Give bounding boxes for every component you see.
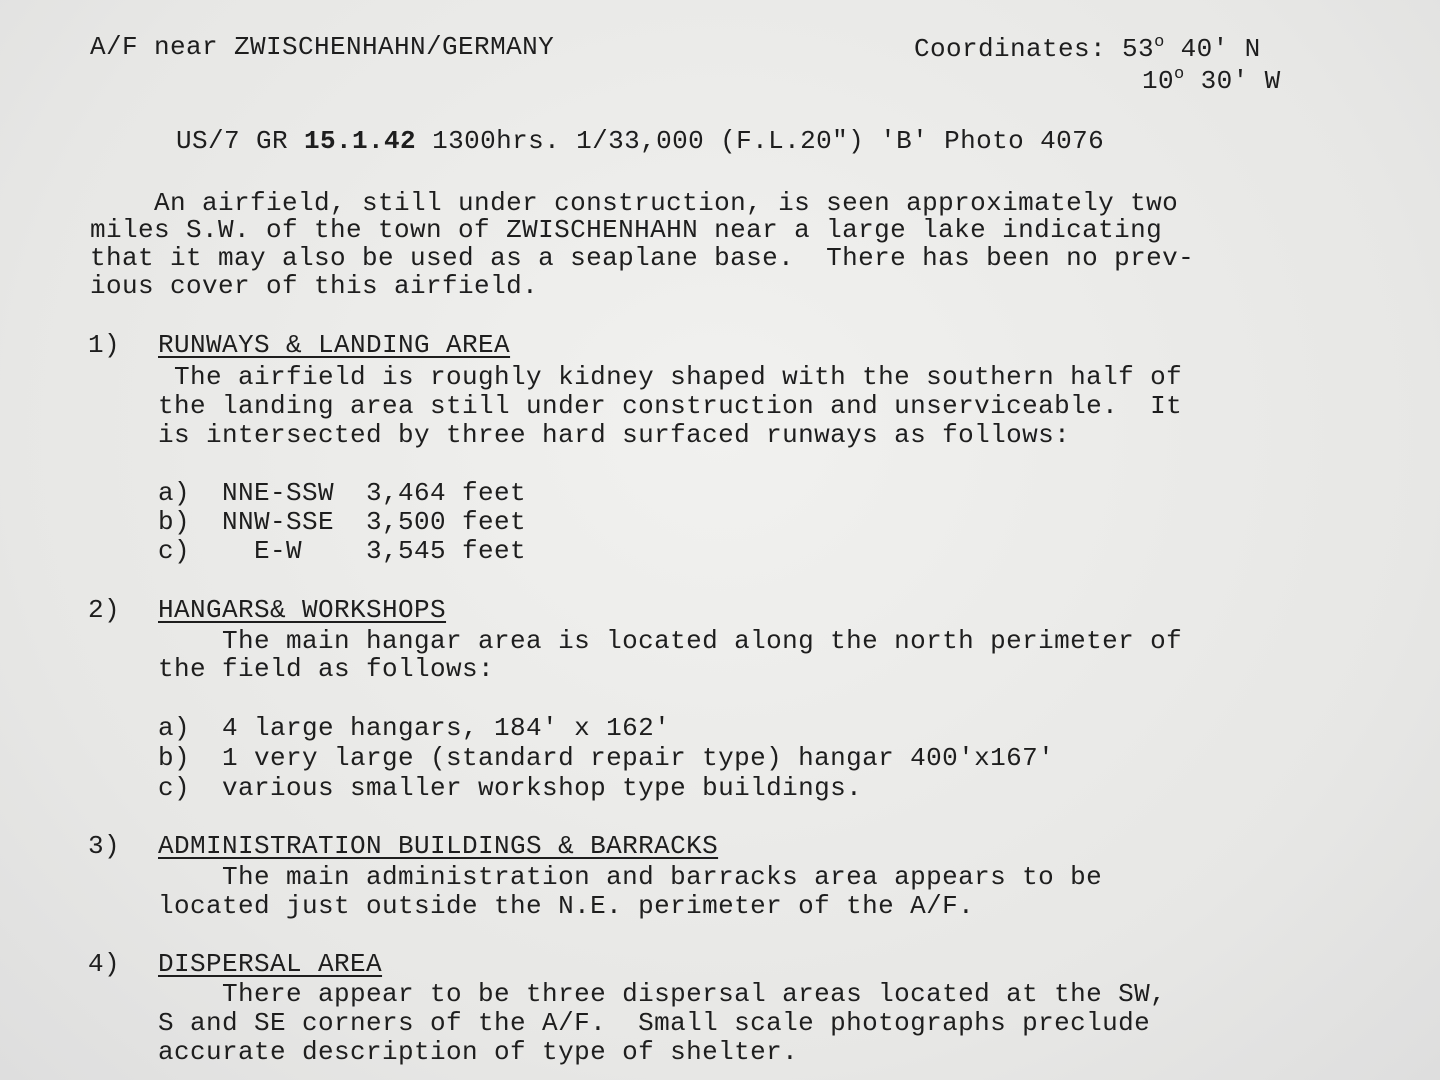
section-line: the field as follows: <box>158 654 495 684</box>
section-line: is intersected by three hard surfaced runways as follows: <box>158 420 1071 450</box>
section-heading-administration: ADMINISTRATION BUILDINGS & BARRACKS <box>158 831 719 861</box>
section-heading-runways: RUNWAYS & LANDING AREA <box>158 330 511 360</box>
document-title: A/F near ZWISCHENHAHN/GERMANY <box>90 32 555 62</box>
intro-line: miles S.W. of the town of ZWISCHENHAHN near a large lake indicating <box>90 215 1163 245</box>
section-line: There appear to be three dispersal areas located at the SW, <box>158 979 1167 1009</box>
section-line: The main hangar area is located along the north perimeter of <box>158 626 1183 656</box>
list-item-hangar: c) various smaller workshop type buildings. <box>158 773 863 803</box>
coordinates-longitude <box>1142 66 1281 96</box>
latitude-degrees: 53 <box>1122 34 1155 64</box>
list-item-runway: a) NNE-SSW 3,464 feet <box>158 478 527 508</box>
section-number: 4) <box>88 949 121 979</box>
coordinates-label: Coordinates: <box>914 34 1107 64</box>
list-item-hangar: a) 4 large hangars, 184' x 162' <box>158 713 671 743</box>
coordinates-latitude <box>914 34 1261 64</box>
photo-unit: US/7 GR <box>176 126 305 156</box>
section-line: The airfield is roughly kidney shaped with the southern half of <box>158 362 1183 392</box>
section-heading-hangars: HANGARS& WORKSHOPS <box>158 595 447 625</box>
section-number: 2) <box>88 595 121 625</box>
section-line: located just outside the N.E. perimeter of the A/F. <box>158 891 975 921</box>
section-number: 1) <box>88 330 121 360</box>
degree-mark: o <box>1154 33 1165 52</box>
degree-mark: o <box>1174 65 1185 84</box>
latitude-minutes: 40' N <box>1164 34 1261 64</box>
section-number: 3) <box>88 831 121 861</box>
photo-date: 15.1.42 <box>304 126 417 156</box>
longitude-minutes: 30' W <box>1184 66 1281 96</box>
list-item-runway: c) E-W 3,545 feet <box>158 536 527 566</box>
section-line: the landing area still under construction and unserviceable. It <box>158 391 1183 421</box>
section-heading-dispersal: DISPERSAL AREA <box>158 949 383 979</box>
photo-reference <box>176 126 1104 156</box>
section-line: The main administration and barracks area appears to be <box>158 862 1103 892</box>
intro-line: ious cover of this airfield. <box>90 271 539 301</box>
section-line: S and SE corners of the A/F. Small scale photographs preclude <box>158 1008 1151 1038</box>
longitude-degrees: 10 <box>1142 66 1175 96</box>
section-line: accurate description of type of shelter. <box>158 1037 799 1067</box>
photo-details: 1300hrs. 1/33,000 (F.L.20") 'B' Photo 4076 <box>416 126 1105 156</box>
intro-line: that it may also be used as a seaplane base. There has been no prev- <box>90 243 1195 273</box>
list-item-runway: b) NNW-SSE 3,500 feet <box>158 507 527 537</box>
list-item-hangar: b) 1 very large (standard repair type) hangar 400'x167' <box>158 743 1055 773</box>
intro-line: An airfield, still under construction, is seen approximately two <box>90 188 1179 218</box>
